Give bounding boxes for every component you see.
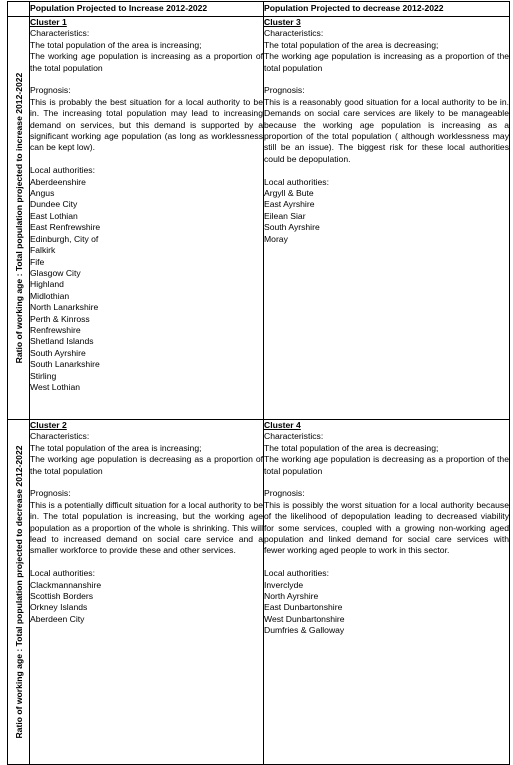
authority-item: East Ayrshire (264, 199, 315, 210)
authority-item: Perth & Kinross (30, 313, 90, 324)
row-label-increase-cell (8, 17, 30, 420)
authority-item: Inverclyde (264, 579, 304, 590)
authority-item: North Lanarkshire (30, 302, 99, 313)
authority-item: South Ayrshire (264, 222, 320, 233)
characteristic-text: The total population of the area is increasing; (30, 442, 202, 453)
characteristic-text: The working age population is increasing as a proportion of the total population (30, 51, 263, 73)
authority-item: East Dunbartonshire (264, 602, 343, 613)
characteristic-text: The total population of the area is increasing; (30, 39, 202, 50)
authority-item: West Lothian (30, 381, 81, 392)
authority-item: Dumfries & Galloway (264, 625, 345, 636)
characteristics-label: Characteristics: (30, 28, 90, 39)
authorities-list (30, 177, 263, 394)
authorities-label: Local authorities: (30, 165, 95, 176)
prognosis-label: Prognosis: (264, 488, 305, 499)
authorities-label: Local authorities: (264, 568, 329, 579)
prognosis-label: Prognosis: (264, 85, 305, 96)
authority-item: Fife (30, 256, 45, 267)
authority-item: Angus (30, 188, 55, 199)
cluster-4-cell (264, 420, 510, 765)
prognosis-label: Prognosis: (30, 488, 71, 499)
characteristic-text: The total population of the area is decreasing; (264, 442, 439, 453)
prognosis-text: This is probably the best situation for a local authority to be in. The increasing total population may lead to increasing demand on services, but this demand is supported by a significant working age population (as long as worklessness can be kept low). (30, 96, 263, 153)
authority-item: East Lothian (30, 210, 78, 221)
authority-item: Dundee City (30, 199, 78, 210)
cluster-2-cell (30, 420, 264, 765)
cluster-title: Cluster 1 (30, 17, 67, 27)
authority-item: North Ayrshire (264, 591, 319, 602)
authority-item: Orkney Islands (30, 602, 88, 613)
row-label-increase: Ratio of working age : Total population projected to increase 2012-2022 (13, 72, 24, 364)
authority-item: Glasgow City (30, 267, 81, 278)
authorities-label: Local authorities: (264, 176, 329, 187)
authority-item: South Lanarkshire (30, 359, 100, 370)
authority-item: Aberdeen City (30, 613, 85, 624)
prognosis-text: This is a reasonably good situation for a local authority to be in. Demands on social care services are likely to be manageable because the working age population is increasing as a proportion of the total population ( although worklessness may still be an issue). The biggest risk for these local authorities could be depopulation. (264, 96, 509, 164)
prognosis-text: This is a potentially difficult situation for a local authority to be in. The total population is increasing, but the working age population as a proportion of the whole is shrinking. This will lead to increased demand on social care service and a smaller workforce to provide these and other services. (30, 499, 263, 556)
authority-item: Aberdeenshire (30, 176, 86, 187)
header-decrease: Population Projected to decrease 2012-2022 (264, 2, 510, 17)
authority-item: South Ayrshire (30, 347, 86, 358)
header-increase: Population Projected to Increase 2012-2022 (30, 2, 264, 17)
prognosis-label: Prognosis: (30, 85, 71, 96)
cluster-table (7, 1, 510, 765)
characteristics-label: Characteristics: (30, 431, 90, 442)
cluster-1-cell (30, 17, 264, 420)
authorities-list (264, 188, 509, 245)
authority-item: Highland (30, 279, 64, 290)
authority-item: Edinburgh, City of (30, 233, 99, 244)
row-decrease (8, 420, 510, 765)
header-row (8, 2, 510, 17)
cluster-title: Cluster 3 (264, 17, 301, 27)
row-label-decrease-cell (8, 420, 30, 765)
authority-item: Eilean Siar (264, 210, 306, 221)
authority-item: Argyll & Bute (264, 188, 314, 199)
authority-item: Stirling (30, 370, 57, 381)
row-label-decrease: Ratio of working age : Total population projected to decrease 2012-2022 (13, 445, 24, 739)
cluster-title: Cluster 2 (30, 420, 67, 430)
prognosis-text: This is possibly the worst situation for a local authority because of the likelihood of depopulation leading to decreased viability for some services, coupled with a growing non-working aged population and linked demand for social care services with fewer working aged people to work in this sector. (264, 499, 509, 556)
characteristic-text: The working age population is increasing as a proportion of the total population (264, 51, 509, 73)
authority-item: Scottish Borders (30, 591, 94, 602)
authority-item: Clackmannanshire (30, 579, 102, 590)
authorities-label: Local authorities: (30, 568, 95, 579)
characteristic-text: The total population of the area is decreasing; (264, 39, 439, 50)
cluster-title: Cluster 4 (264, 420, 301, 430)
characteristic-text: The working age population is decreasing as a proportion of the total population (30, 454, 263, 476)
authorities-list (30, 580, 263, 626)
row-increase (8, 17, 510, 420)
characteristics-label: Characteristics: (264, 431, 324, 442)
authority-item: Falkirk (30, 245, 56, 256)
authority-item: East Renfrewshire (30, 222, 101, 233)
characteristic-text: The working age population is decreasing as a proportion of the total population (264, 454, 509, 476)
characteristics-label: Characteristics: (264, 28, 324, 39)
authority-item: Renfrewshire (30, 324, 81, 335)
corner-cell (8, 2, 30, 17)
authority-item: Shetland Islands (30, 336, 94, 347)
authority-item: West Dunbartonshire (264, 613, 345, 624)
authority-item: Moray (264, 233, 288, 244)
authority-item: Midlothian (30, 290, 70, 301)
authorities-list (264, 580, 509, 637)
cluster-3-cell (264, 17, 510, 420)
